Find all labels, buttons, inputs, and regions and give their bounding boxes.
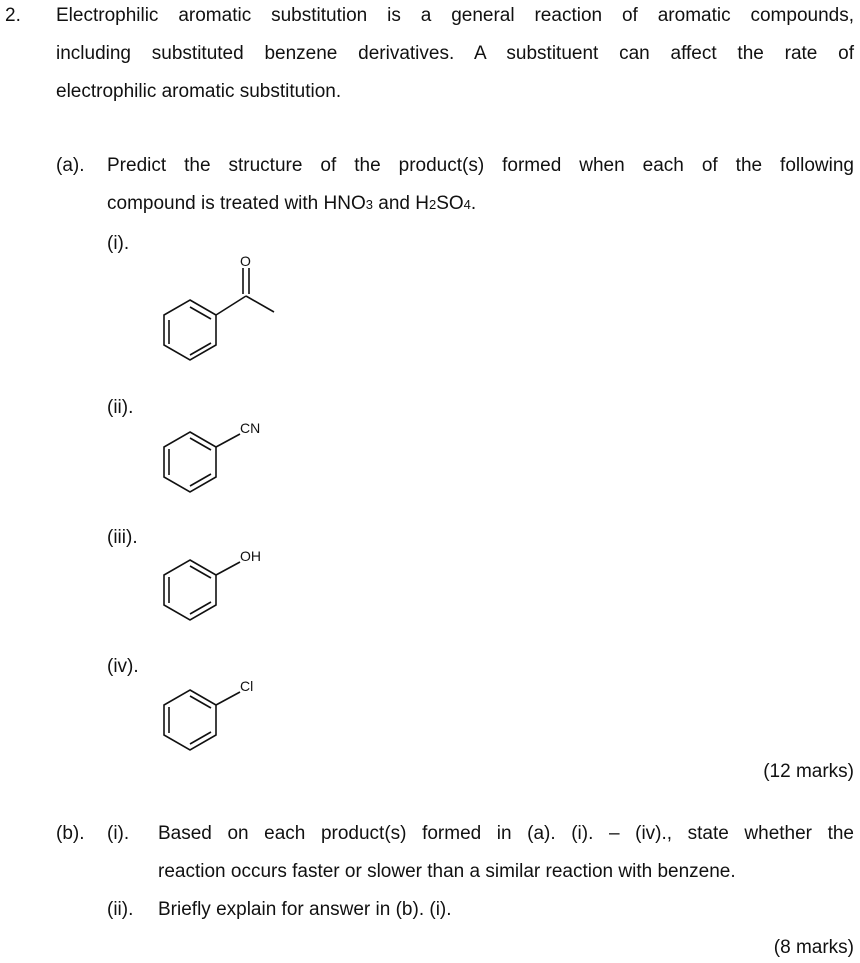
- benzene-ring: [164, 432, 216, 492]
- part-b-marks: (8 marks): [773, 937, 854, 958]
- oh-bond: [216, 562, 240, 575]
- part-a-line-1: Predict the structure of the product(s) formed when each of the following: [107, 155, 854, 176]
- item-ii-label: (ii).: [107, 397, 134, 418]
- part-b-label: (b).: [56, 823, 85, 844]
- acetyl-bonds: [216, 268, 274, 315]
- end-punct: .: [470, 193, 477, 214]
- part-a-line-2-text: compound is treated with: [107, 193, 319, 214]
- part-b-i-label: (i).: [107, 823, 130, 844]
- part-a-label: (a).: [56, 155, 85, 176]
- item-iv-label: (iv).: [107, 656, 139, 677]
- cn-label: CN: [240, 420, 261, 436]
- item-i-label: (i).: [107, 233, 130, 254]
- oh-label: OH: [240, 548, 261, 564]
- part-b-i-line-1: Based on each product(s) formed in (a). (i). – (iv)., state whether the: [158, 823, 854, 844]
- benzene-ring: [164, 560, 216, 620]
- reagent-sulfuric-acid: H2SO4: [415, 193, 471, 214]
- benzene-ring: [164, 690, 216, 750]
- question-number: 2.: [5, 5, 21, 26]
- benzonitrile-structure: [150, 412, 290, 497]
- cl-label: Cl: [240, 678, 254, 694]
- item-iii-label: (iii).: [107, 527, 138, 548]
- part-a-line-2: [107, 192, 476, 217]
- cl-bond: [216, 692, 240, 705]
- carbonyl-oxygen-label: O: [240, 253, 251, 269]
- benzene-ring: [164, 300, 216, 360]
- intro-line-2: including substituted benzene derivatives. A substituent can affect the rate of: [56, 43, 854, 64]
- reagent-nitric-acid: HNO3: [323, 193, 373, 214]
- chlorobenzene-structure: [150, 670, 290, 755]
- cn-bond: [216, 434, 240, 447]
- part-a-marks: (12 marks): [763, 761, 854, 782]
- part-b-ii-text: Briefly explain for answer in (b). (i).: [158, 899, 452, 920]
- part-b-i-line-2: reaction occurs faster or slower than a similar reaction with benzene.: [158, 861, 736, 882]
- phenol-structure: [150, 540, 290, 625]
- intro-line-1: Electrophilic aromatic substitution is a general reaction of aromatic compounds,: [56, 5, 854, 26]
- acetophenone-structure: [150, 250, 290, 365]
- part-b-ii-label: (ii).: [107, 899, 134, 920]
- intro-line-3: electrophilic aromatic substitution.: [56, 81, 342, 102]
- conjunction: and: [378, 193, 410, 214]
